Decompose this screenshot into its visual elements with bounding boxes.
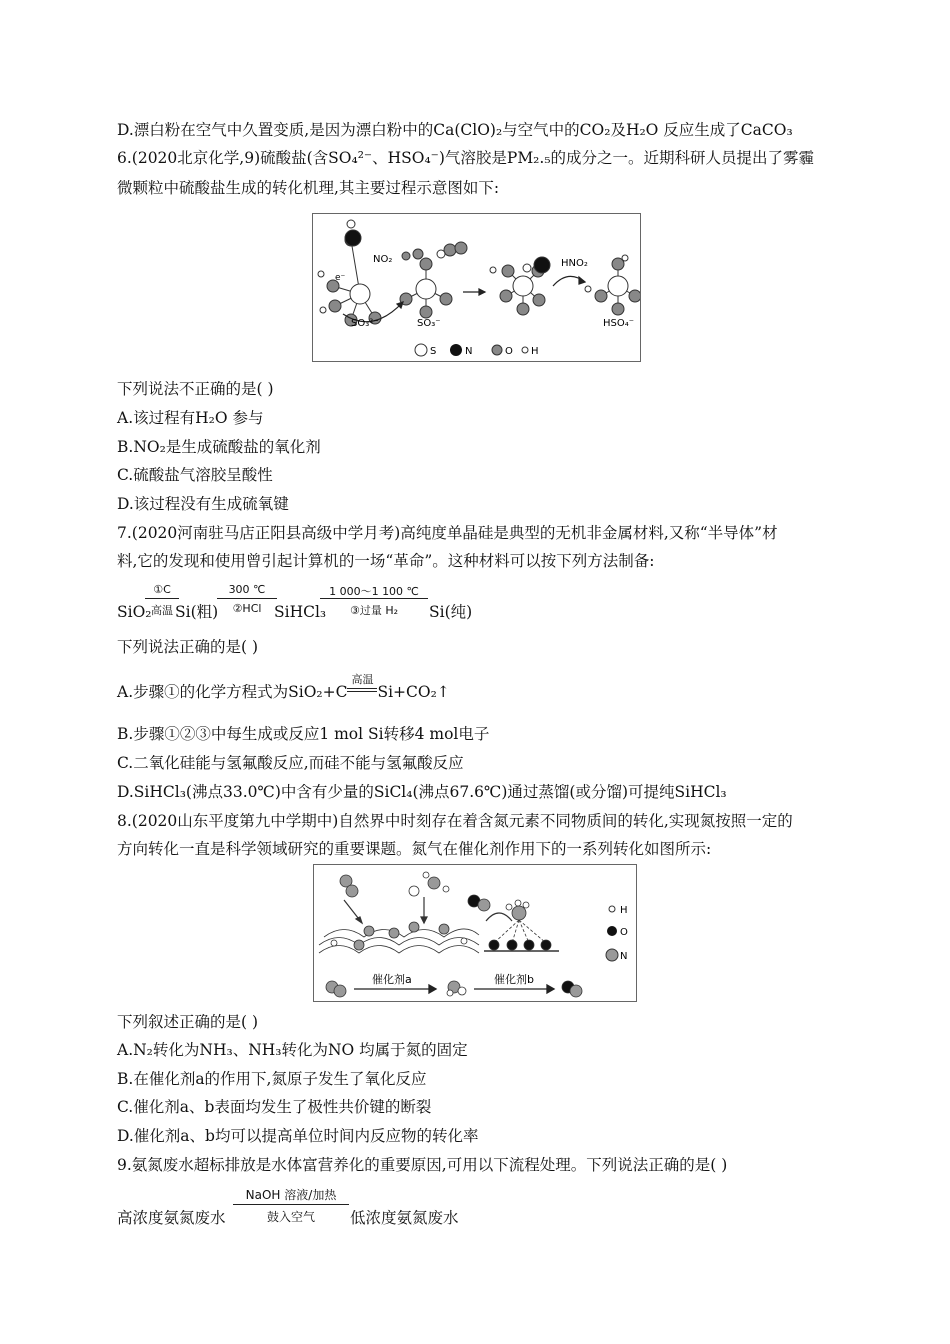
q6-legend-n: N	[465, 346, 473, 357]
q5-option-d: D.漂白粉在空气中久置变质,是因为漂白粉中的Ca(ClO)₂与空气中的CO₂及H₂O 反应生成了CaCO₃	[117, 121, 793, 139]
q7-route-sihcl3: SiHCl₃	[274, 603, 327, 621]
q6-legend-h: H	[531, 346, 539, 357]
q6-label-so3-2: SO₃²⁻	[351, 318, 379, 329]
q9-flow-condition-top: NaOH 溶液/加热	[245, 1188, 337, 1202]
q7-stem-line1: 7.(2020河南驻马店正阳县高级中学月考)高纯度单晶硅是典型的无机非金属材料,又称“半导体”材	[117, 524, 778, 542]
q7-route-sio2: SiO₂	[117, 603, 152, 621]
q7-arrow-2	[217, 598, 277, 599]
q7-cond2-bot: ②HCl	[232, 602, 262, 615]
q7-option-d: D.SiHCl₃(沸点33.0℃)中含有少量的SiCl₄(沸点67.6℃)通过蒸馏(或分馏)可提纯SiHCl₃	[117, 783, 727, 801]
q6-label-so3: SO₃⁻	[417, 318, 441, 329]
q9-flow-arrow	[233, 1204, 349, 1205]
q9-flow-condition-bottom: 鼓入空气	[266, 1210, 315, 1224]
q6-option-c: C.硫酸盐气溶胶呈酸性	[117, 466, 273, 484]
q6-option-d: D.该过程没有生成硫氧键	[117, 495, 289, 513]
q6-label-no2: NO₂	[373, 254, 393, 265]
q8-legend-h: H	[620, 905, 628, 916]
q7-cond3-top: 1 000～1 100 ℃	[329, 585, 419, 598]
q8-stem-line1: 8.(2020山东平度第九中学期中)自然界中时刻存在着含氮元素不同物质间的转化,实现氮按照一定的	[117, 812, 793, 830]
q7-arrow-3	[320, 598, 428, 599]
q9-flow	[117, 1182, 477, 1227]
q6-mechanism-figure	[312, 213, 641, 362]
q9-flow-from: 高浓度氨氮废水	[117, 1209, 226, 1227]
q8-stem-line2: 方向转化一直是科学领域研究的重要课题。氮气在催化剂作用下的一系列转化如图所示:	[117, 840, 712, 858]
q7-cond2-top: 300 ℃	[228, 583, 266, 596]
q8-catalysis-figure	[313, 864, 637, 1002]
q6-stem-line1: 6.(2020北京化学,9)硫酸盐(含SO₄²⁻、HSO₄⁻)气溶胶是PM₂.₅的成分之一。近期科研人员提出了雾霾	[117, 149, 815, 167]
q7-cond3-bot: ③过量 H₂	[349, 604, 399, 617]
q8-legend-o: O	[620, 927, 628, 938]
q7-preparation-route	[117, 580, 473, 625]
q8-option-c: C.催化剂a、b表面均发生了极性共价键的断裂	[117, 1098, 432, 1116]
q8-option-d: D.催化剂a、b均可以提高单位时间内反应物的转化率	[117, 1127, 479, 1145]
q7-cond1-bot: 高温	[151, 604, 173, 617]
q7-arrow-1	[145, 598, 179, 599]
q7-option-c: C.二氧化硅能与氢氟酸反应,而硅不能与氢氟酸反应	[117, 754, 464, 772]
q8-label-catalyst-a: 催化剂a	[372, 973, 412, 986]
q7-question: 下列说法正确的是( )	[117, 638, 259, 656]
q7-option-a	[117, 673, 450, 702]
q7-cond1-top: ①C	[153, 583, 171, 596]
q6-stem-line2: 微颗粒中硫酸盐生成的转化机理,其主要过程示意图如下:	[117, 179, 500, 197]
q6-label-hno2: HNO₂	[561, 258, 588, 269]
q9-flow-to: 低浓度氨氮废水	[350, 1209, 459, 1227]
q6-question: 下列说法不正确的是( )	[117, 380, 274, 398]
q7-route-si-pure: Si(纯)	[429, 603, 473, 621]
q8-option-b: B.在催化剂a的作用下,氮原子发生了氧化反应	[117, 1070, 427, 1088]
q7-route-si-crude: Si(粗)	[175, 603, 219, 621]
q6-legend-o: O	[505, 346, 513, 357]
q8-question: 下列叙述正确的是( )	[117, 1013, 259, 1031]
q7-stem-line2: 料,它的发现和使用曾引起计算机的一场“革命”。这种材料可以按下列方法制备:	[117, 552, 655, 570]
q7-option-a-lhs: A.步骤①的化学方程式为SiO₂+C	[117, 683, 348, 701]
q7-option-b: B.步骤①②③中每生成或反应1 mol Si转移4 mol电子	[117, 725, 490, 743]
q7-option-a-condition: 高温	[351, 673, 374, 686]
q6-label-hso4: HSO₄⁻	[603, 318, 635, 329]
q8-label-catalyst-b: 催化剂b	[494, 973, 534, 986]
q7-option-a-rhs: Si+CO₂↑	[377, 683, 450, 701]
q6-legend-s: S	[430, 346, 437, 357]
q8-legend-n: N	[620, 951, 628, 962]
q6-option-a: A.该过程有H₂O 参与	[117, 409, 264, 427]
q6-label-electron: e⁻	[335, 273, 346, 283]
q6-option-b: B.NO₂是生成硫酸盐的氧化剂	[117, 438, 321, 456]
q9-stem: 9.氨氮废水超标排放是水体富营养化的重要原因,可用以下流程处理。下列说法正确的是( )	[117, 1156, 728, 1174]
q8-option-a: A.N₂转化为NH₃、NH₃转化为NO 均属于氮的固定	[117, 1041, 468, 1059]
